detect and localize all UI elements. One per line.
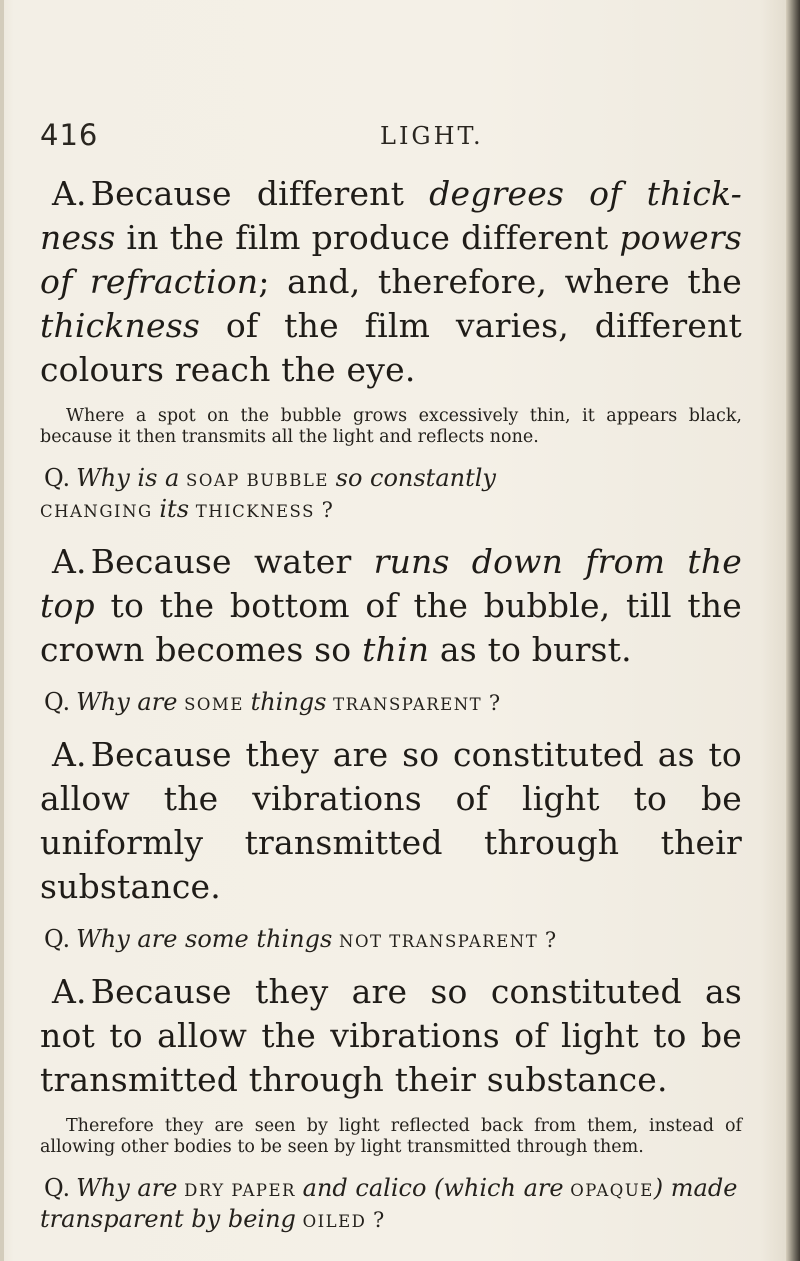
- note-1: Where a spot on the bubble grows excessively thin, it appears black, because it then transmits all the light and reflects none.: [40, 406, 742, 447]
- question-2: Q. Why is a SOAP BUBBLE so constantly CHANGING its THICKNESS ?: [40, 464, 496, 523]
- answer-label: A.: [52, 972, 87, 1011]
- question-label: Q.: [44, 688, 71, 716]
- running-title: LIGHT.: [380, 122, 484, 150]
- answer-label: A.: [52, 542, 87, 581]
- page-body: [40, 172, 742, 1236]
- question-4: Q. Why are some things NOT TRANSPARENT ?: [44, 925, 557, 953]
- answer-block-3: A. Because they are so constituted as to allow the vibrations of light to be uniformly transmitted through their substance.: [40, 735, 742, 906]
- question-label: Q.: [44, 464, 71, 492]
- answer-label: A.: [52, 174, 87, 213]
- question-label: Q.: [44, 1174, 71, 1202]
- question-label: Q.: [44, 925, 71, 953]
- answer-label: A.: [52, 735, 87, 774]
- answer-block-4: A. Because they are so constituted as not to allow the vibrations of light to be transmitted through their substance.: [40, 972, 742, 1099]
- page-right-edge: [786, 0, 800, 1261]
- answer-block-1: A. Because different degrees of thick-ness in the film produce different powers of refraction; and, therefore, where the thickness of the film varies, different colours reach the eye.: [40, 174, 742, 389]
- page-number: 416: [40, 118, 99, 152]
- page-header: [40, 118, 740, 158]
- answer-block-2: A. Because water runs down from the top to the bottom of the bubble, till the crown becomes so thin as to burst.: [40, 542, 742, 669]
- question-3: Q. Why are SOME things TRANSPARENT ?: [44, 688, 501, 716]
- note-2: Therefore they are seen by light reflected back from them, instead of allowing other bodies to be seen by light transmitted through them.: [40, 1116, 742, 1157]
- question-5: Q. Why are DRY PAPER and calico (which are OPAQUE) made transparent by being OILED ?: [40, 1174, 738, 1233]
- page-left-edge: [0, 0, 4, 1261]
